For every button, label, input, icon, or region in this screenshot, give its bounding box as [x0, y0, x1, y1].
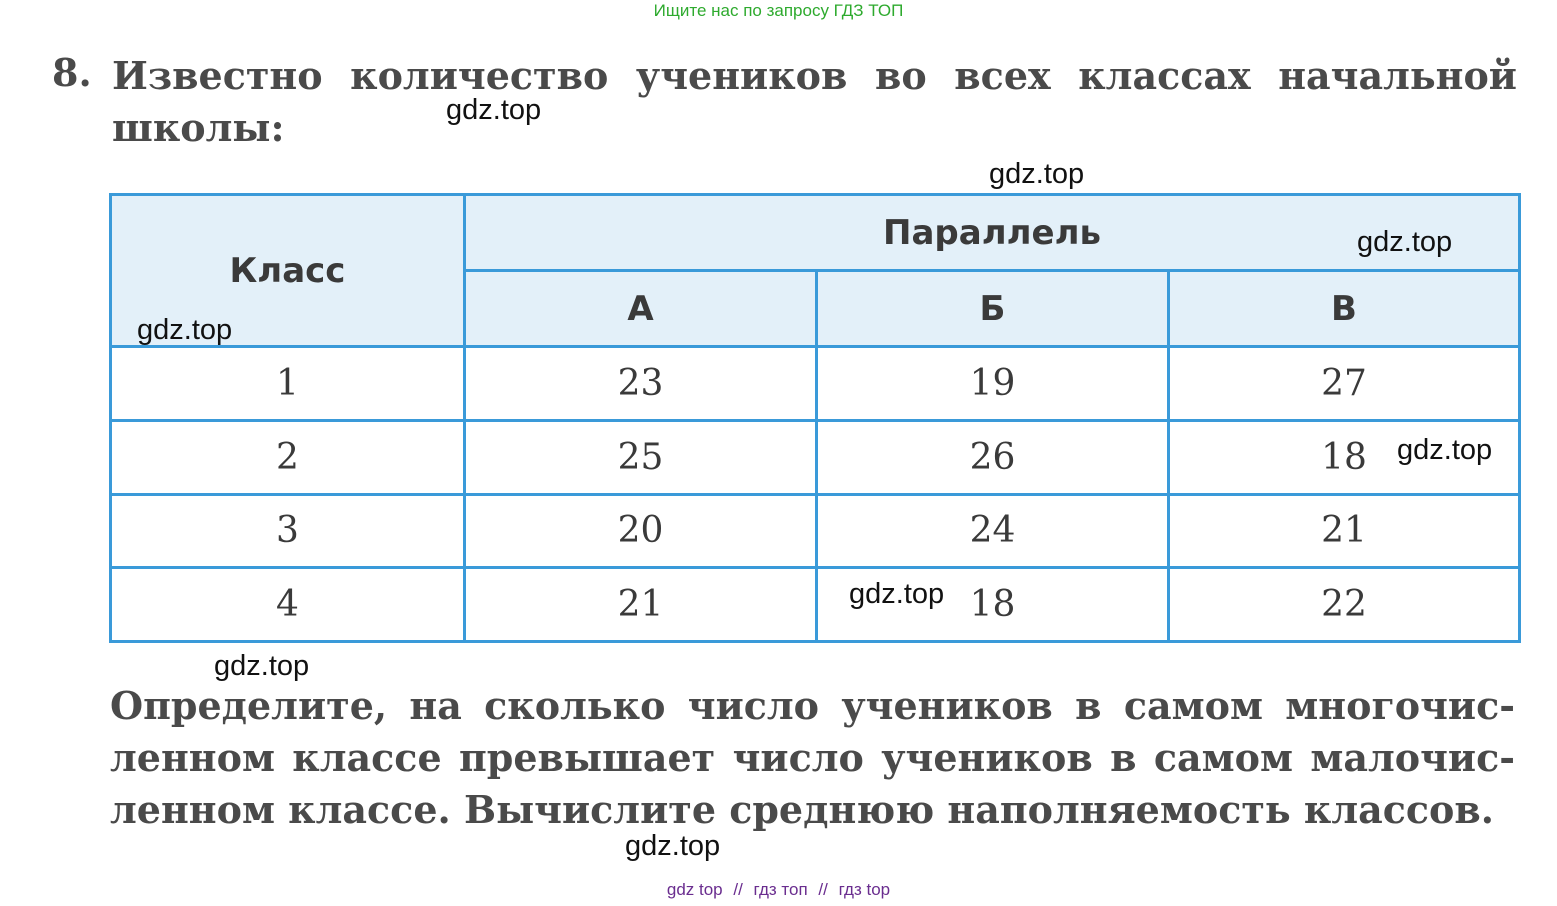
cell-a: 23 — [465, 347, 817, 421]
bottom-link-1[interactable]: gdz top — [666, 880, 723, 899]
bottom-banner — [0, 880, 1557, 900]
task-number: 8. — [52, 50, 92, 95]
cell-v: 21 — [1169, 494, 1520, 568]
watermark: gdz.top — [989, 158, 1085, 190]
question-line: Определите, на сколько число учеников в самом многочис- — [110, 683, 1515, 728]
cell-b: 19 — [817, 347, 1169, 421]
task-question-text — [110, 680, 1515, 836]
cell-v: 22 — [1169, 568, 1520, 642]
cell-class: 3 — [111, 494, 465, 568]
task-intro-text: Известно количество учеников во всех классах начальной школы: — [112, 53, 1517, 150]
cell-a: 25 — [465, 420, 817, 494]
cell-b: 18 — [817, 568, 1169, 642]
watermark: gdz.top — [625, 830, 721, 862]
cell-a: 20 — [465, 494, 817, 568]
table-row — [111, 420, 1520, 494]
question-line: ленном классе. Вычислите среднюю наполняемость классов. — [110, 787, 1495, 832]
header-class: Класс — [111, 195, 465, 347]
header-parallel: Параллель — [465, 195, 1520, 271]
cell-class: 4 — [111, 568, 465, 642]
header-col-a: А — [465, 271, 817, 347]
cell-class: 2 — [111, 420, 465, 494]
watermark: gdz.top — [446, 94, 542, 126]
students-table-container — [109, 193, 1518, 643]
separator: // — [733, 880, 743, 899]
header-col-v: В — [1169, 271, 1520, 347]
watermark: gdz.top — [214, 650, 310, 682]
cell-a: 21 — [465, 568, 817, 642]
separator: // — [818, 880, 828, 899]
watermark: gdz.top — [1397, 434, 1493, 466]
bottom-link-2[interactable]: гдз топ — [753, 880, 808, 899]
watermark: gdz.top — [137, 314, 233, 346]
table-row — [111, 568, 1520, 642]
watermark: gdz.top — [1357, 226, 1453, 258]
watermark: gdz.top — [849, 578, 945, 610]
bottom-link-3[interactable]: гдз top — [838, 880, 891, 899]
students-table — [109, 193, 1521, 643]
top-banner-link[interactable]: Ищите нас по запросу ГДЗ ТОП — [653, 1, 904, 20]
table-row — [111, 347, 1520, 421]
cell-b: 24 — [817, 494, 1169, 568]
question-line: ленном классе превышает число учеников в самом малочис- — [110, 735, 1515, 780]
table-row — [111, 494, 1520, 568]
cell-b: 26 — [817, 420, 1169, 494]
header-col-b: Б — [817, 271, 1169, 347]
cell-v: 18 — [1169, 420, 1520, 494]
cell-v: 27 — [1169, 347, 1520, 421]
cell-class: 1 — [111, 347, 465, 421]
